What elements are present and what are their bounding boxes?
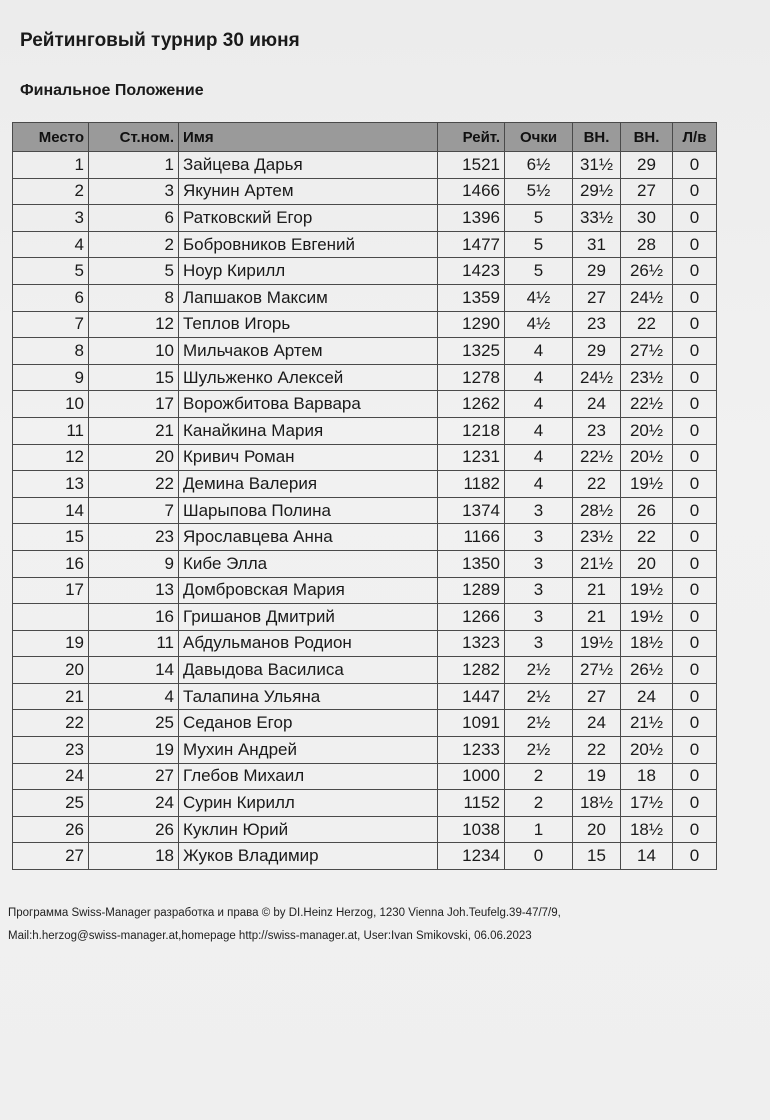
cell-tiebreak-2: 18½ bbox=[621, 816, 673, 843]
table-row bbox=[13, 178, 717, 205]
table-row bbox=[13, 550, 717, 577]
cell-player-name: Куклин Юрий bbox=[179, 816, 438, 843]
cell-start-number: 6 bbox=[89, 205, 179, 232]
cell-points: 2 bbox=[505, 763, 573, 790]
cell-points: 3 bbox=[505, 604, 573, 631]
cell-player-name: Талапина Ульяна bbox=[179, 683, 438, 710]
table-row bbox=[13, 364, 717, 391]
cell-tiebreak-1: 24 bbox=[573, 391, 621, 418]
cell-rating: 1521 bbox=[438, 152, 505, 179]
cell-place: 14 bbox=[13, 497, 89, 524]
cell-tiebreak-2: 19½ bbox=[621, 471, 673, 498]
cell-lv: 0 bbox=[673, 178, 717, 205]
cell-tiebreak-2: 20 bbox=[621, 550, 673, 577]
cell-start-number: 20 bbox=[89, 444, 179, 471]
document-title: Рейтинговый турнир 30 июня bbox=[20, 30, 300, 51]
table-row bbox=[13, 630, 717, 657]
cell-points: 6½ bbox=[505, 152, 573, 179]
cell-lv: 0 bbox=[673, 471, 717, 498]
header-points: Очки bbox=[505, 123, 573, 152]
cell-lv: 0 bbox=[673, 391, 717, 418]
cell-tiebreak-2: 24 bbox=[621, 683, 673, 710]
cell-tiebreak-1: 15 bbox=[573, 843, 621, 870]
cell-player-name: Теплов Игорь bbox=[179, 311, 438, 338]
cell-points: 1 bbox=[505, 816, 573, 843]
cell-tiebreak-2: 22 bbox=[621, 524, 673, 551]
cell-tiebreak-1: 22 bbox=[573, 471, 621, 498]
cell-start-number: 9 bbox=[89, 550, 179, 577]
cell-player-name: Сурин Кирилл bbox=[179, 790, 438, 817]
cell-place bbox=[13, 604, 89, 631]
table-row bbox=[13, 338, 717, 365]
cell-tiebreak-2: 17½ bbox=[621, 790, 673, 817]
cell-start-number: 5 bbox=[89, 258, 179, 285]
cell-rating: 1325 bbox=[438, 338, 505, 365]
cell-start-number: 12 bbox=[89, 311, 179, 338]
table-row bbox=[13, 657, 717, 684]
cell-player-name: Кривич Роман bbox=[179, 444, 438, 471]
table-row bbox=[13, 205, 717, 232]
cell-tiebreak-2: 18 bbox=[621, 763, 673, 790]
cell-lv: 0 bbox=[673, 710, 717, 737]
cell-points: 5½ bbox=[505, 178, 573, 205]
cell-player-name: Шульженко Алексей bbox=[179, 364, 438, 391]
cell-start-number: 11 bbox=[89, 630, 179, 657]
cell-points: 2½ bbox=[505, 683, 573, 710]
cell-tiebreak-2: 20½ bbox=[621, 444, 673, 471]
cell-tiebreak-2: 22 bbox=[621, 311, 673, 338]
table-row bbox=[13, 471, 717, 498]
table-row bbox=[13, 231, 717, 258]
cell-place: 24 bbox=[13, 763, 89, 790]
cell-lv: 0 bbox=[673, 205, 717, 232]
cell-lv: 0 bbox=[673, 604, 717, 631]
cell-rating: 1233 bbox=[438, 737, 505, 764]
header-lv: Л/в bbox=[673, 123, 717, 152]
cell-points: 3 bbox=[505, 550, 573, 577]
document-subtitle: Финальное Положение bbox=[20, 82, 204, 99]
cell-start-number: 27 bbox=[89, 763, 179, 790]
cell-points: 0 bbox=[505, 843, 573, 870]
table-row bbox=[13, 497, 717, 524]
header-place: Место bbox=[13, 123, 89, 152]
cell-place: 2 bbox=[13, 178, 89, 205]
cell-lv: 0 bbox=[673, 497, 717, 524]
cell-player-name: Седанов Егор bbox=[179, 710, 438, 737]
cell-rating: 1323 bbox=[438, 630, 505, 657]
cell-lv: 0 bbox=[673, 657, 717, 684]
cell-tiebreak-1: 22 bbox=[573, 737, 621, 764]
cell-lv: 0 bbox=[673, 444, 717, 471]
cell-lv: 0 bbox=[673, 737, 717, 764]
cell-start-number: 4 bbox=[89, 683, 179, 710]
cell-rating: 1278 bbox=[438, 364, 505, 391]
cell-points: 4 bbox=[505, 364, 573, 391]
cell-player-name: Гришанов Дмитрий bbox=[179, 604, 438, 631]
cell-points: 2½ bbox=[505, 710, 573, 737]
cell-points: 4½ bbox=[505, 284, 573, 311]
cell-start-number: 21 bbox=[89, 417, 179, 444]
header-start-number: Ст.ном. bbox=[89, 123, 179, 152]
table-row bbox=[13, 790, 717, 817]
cell-tiebreak-1: 29 bbox=[573, 338, 621, 365]
cell-tiebreak-1: 20 bbox=[573, 816, 621, 843]
cell-tiebreak-2: 26 bbox=[621, 497, 673, 524]
cell-lv: 0 bbox=[673, 417, 717, 444]
cell-tiebreak-2: 23½ bbox=[621, 364, 673, 391]
cell-rating: 1152 bbox=[438, 790, 505, 817]
cell-player-name: Абдульманов Родион bbox=[179, 630, 438, 657]
cell-place: 8 bbox=[13, 338, 89, 365]
cell-points: 5 bbox=[505, 258, 573, 285]
cell-start-number: 18 bbox=[89, 843, 179, 870]
cell-rating: 1266 bbox=[438, 604, 505, 631]
cell-rating: 1477 bbox=[438, 231, 505, 258]
cell-place: 15 bbox=[13, 524, 89, 551]
cell-player-name: Кибе Элла bbox=[179, 550, 438, 577]
cell-start-number: 24 bbox=[89, 790, 179, 817]
cell-player-name: Мильчаков Артем bbox=[179, 338, 438, 365]
cell-tiebreak-1: 31 bbox=[573, 231, 621, 258]
cell-tiebreak-2: 14 bbox=[621, 843, 673, 870]
cell-start-number: 23 bbox=[89, 524, 179, 551]
cell-place: 9 bbox=[13, 364, 89, 391]
cell-player-name: Ворожбитова Варвара bbox=[179, 391, 438, 418]
table-row bbox=[13, 577, 717, 604]
cell-player-name: Якунин Артем bbox=[179, 178, 438, 205]
cell-lv: 0 bbox=[673, 816, 717, 843]
cell-tiebreak-1: 33½ bbox=[573, 205, 621, 232]
table-row bbox=[13, 152, 717, 179]
cell-points: 4 bbox=[505, 417, 573, 444]
cell-rating: 1262 bbox=[438, 391, 505, 418]
cell-player-name: Мухин Андрей bbox=[179, 737, 438, 764]
cell-start-number: 7 bbox=[89, 497, 179, 524]
cell-tiebreak-1: 31½ bbox=[573, 152, 621, 179]
cell-start-number: 1 bbox=[89, 152, 179, 179]
cell-place: 6 bbox=[13, 284, 89, 311]
cell-start-number: 2 bbox=[89, 231, 179, 258]
cell-points: 4½ bbox=[505, 311, 573, 338]
cell-start-number: 14 bbox=[89, 657, 179, 684]
cell-place: 20 bbox=[13, 657, 89, 684]
header-tiebreak-2: ВН. bbox=[621, 123, 673, 152]
table-row bbox=[13, 710, 717, 737]
table-row bbox=[13, 524, 717, 551]
cell-tiebreak-2: 18½ bbox=[621, 630, 673, 657]
cell-lv: 0 bbox=[673, 284, 717, 311]
cell-points: 2 bbox=[505, 790, 573, 817]
cell-lv: 0 bbox=[673, 577, 717, 604]
cell-tiebreak-1: 29½ bbox=[573, 178, 621, 205]
cell-rating: 1374 bbox=[438, 497, 505, 524]
table-row bbox=[13, 604, 717, 631]
cell-tiebreak-1: 27 bbox=[573, 284, 621, 311]
cell-tiebreak-2: 26½ bbox=[621, 657, 673, 684]
cell-tiebreak-2: 24½ bbox=[621, 284, 673, 311]
cell-tiebreak-1: 27½ bbox=[573, 657, 621, 684]
cell-place: 16 bbox=[13, 550, 89, 577]
cell-place: 27 bbox=[13, 843, 89, 870]
cell-points: 5 bbox=[505, 205, 573, 232]
cell-rating: 1091 bbox=[438, 710, 505, 737]
cell-place: 21 bbox=[13, 683, 89, 710]
table-header-row bbox=[13, 123, 717, 152]
cell-player-name: Ратковский Егор bbox=[179, 205, 438, 232]
cell-points: 3 bbox=[505, 497, 573, 524]
cell-tiebreak-2: 19½ bbox=[621, 577, 673, 604]
cell-tiebreak-1: 21½ bbox=[573, 550, 621, 577]
cell-rating: 1396 bbox=[438, 205, 505, 232]
cell-player-name: Бобровников Евгений bbox=[179, 231, 438, 258]
standings-table bbox=[12, 122, 717, 870]
cell-tiebreak-1: 29 bbox=[573, 258, 621, 285]
cell-rating: 1231 bbox=[438, 444, 505, 471]
cell-lv: 0 bbox=[673, 683, 717, 710]
header-name: Имя bbox=[179, 123, 438, 152]
cell-tiebreak-1: 27 bbox=[573, 683, 621, 710]
cell-tiebreak-2: 27 bbox=[621, 178, 673, 205]
cell-tiebreak-2: 21½ bbox=[621, 710, 673, 737]
cell-start-number: 26 bbox=[89, 816, 179, 843]
cell-player-name: Шарыпова Полина bbox=[179, 497, 438, 524]
cell-rating: 1447 bbox=[438, 683, 505, 710]
cell-start-number: 8 bbox=[89, 284, 179, 311]
cell-rating: 1290 bbox=[438, 311, 505, 338]
cell-start-number: 16 bbox=[89, 604, 179, 631]
cell-tiebreak-2: 28 bbox=[621, 231, 673, 258]
cell-player-name: Давыдова Василиса bbox=[179, 657, 438, 684]
table-row bbox=[13, 417, 717, 444]
cell-rating: 1218 bbox=[438, 417, 505, 444]
footer bbox=[8, 902, 561, 948]
cell-place: 7 bbox=[13, 311, 89, 338]
cell-points: 3 bbox=[505, 630, 573, 657]
cell-start-number: 15 bbox=[89, 364, 179, 391]
cell-tiebreak-1: 23 bbox=[573, 311, 621, 338]
cell-lv: 0 bbox=[673, 311, 717, 338]
cell-lv: 0 bbox=[673, 338, 717, 365]
cell-place: 26 bbox=[13, 816, 89, 843]
cell-place: 10 bbox=[13, 391, 89, 418]
cell-tiebreak-2: 20½ bbox=[621, 417, 673, 444]
cell-tiebreak-1: 19½ bbox=[573, 630, 621, 657]
header-tiebreak-1: ВН. bbox=[573, 123, 621, 152]
cell-tiebreak-1: 22½ bbox=[573, 444, 621, 471]
cell-tiebreak-2: 30 bbox=[621, 205, 673, 232]
cell-points: 4 bbox=[505, 471, 573, 498]
table-row bbox=[13, 444, 717, 471]
cell-player-name: Жуков Владимир bbox=[179, 843, 438, 870]
cell-start-number: 22 bbox=[89, 471, 179, 498]
cell-tiebreak-1: 18½ bbox=[573, 790, 621, 817]
cell-rating: 1234 bbox=[438, 843, 505, 870]
cell-lv: 0 bbox=[673, 231, 717, 258]
cell-rating: 1350 bbox=[438, 550, 505, 577]
footer-line-2: Mail:h.herzog@swiss-manager.at,homepage http://swiss-manager.at, User:Ivan Smikovski, 06.06.2023 bbox=[8, 930, 532, 942]
table-row bbox=[13, 816, 717, 843]
cell-tiebreak-2: 27½ bbox=[621, 338, 673, 365]
table-row bbox=[13, 311, 717, 338]
cell-player-name: Лапшаков Максим bbox=[179, 284, 438, 311]
table-row bbox=[13, 763, 717, 790]
cell-player-name: Глебов Михаил bbox=[179, 763, 438, 790]
cell-rating: 1282 bbox=[438, 657, 505, 684]
cell-start-number: 25 bbox=[89, 710, 179, 737]
cell-lv: 0 bbox=[673, 763, 717, 790]
cell-lv: 0 bbox=[673, 790, 717, 817]
cell-lv: 0 bbox=[673, 524, 717, 551]
table-row bbox=[13, 284, 717, 311]
cell-place: 12 bbox=[13, 444, 89, 471]
cell-tiebreak-1: 21 bbox=[573, 577, 621, 604]
table-row bbox=[13, 391, 717, 418]
cell-lv: 0 bbox=[673, 843, 717, 870]
cell-place: 25 bbox=[13, 790, 89, 817]
cell-place: 22 bbox=[13, 710, 89, 737]
table-row bbox=[13, 683, 717, 710]
cell-player-name: Канайкина Мария bbox=[179, 417, 438, 444]
cell-player-name: Домбровская Мария bbox=[179, 577, 438, 604]
cell-place: 17 bbox=[13, 577, 89, 604]
cell-rating: 1038 bbox=[438, 816, 505, 843]
cell-tiebreak-2: 19½ bbox=[621, 604, 673, 631]
cell-place: 5 bbox=[13, 258, 89, 285]
cell-rating: 1000 bbox=[438, 763, 505, 790]
cell-player-name: Ноур Кирилл bbox=[179, 258, 438, 285]
cell-place: 23 bbox=[13, 737, 89, 764]
cell-tiebreak-2: 29 bbox=[621, 152, 673, 179]
cell-place: 1 bbox=[13, 152, 89, 179]
cell-lv: 0 bbox=[673, 550, 717, 577]
cell-place: 19 bbox=[13, 630, 89, 657]
cell-start-number: 19 bbox=[89, 737, 179, 764]
cell-lv: 0 bbox=[673, 364, 717, 391]
cell-player-name: Зайцева Дарья bbox=[179, 152, 438, 179]
cell-tiebreak-1: 24½ bbox=[573, 364, 621, 391]
cell-tiebreak-2: 20½ bbox=[621, 737, 673, 764]
cell-tiebreak-1: 21 bbox=[573, 604, 621, 631]
cell-lv: 0 bbox=[673, 258, 717, 285]
cell-tiebreak-2: 22½ bbox=[621, 391, 673, 418]
cell-tiebreak-1: 24 bbox=[573, 710, 621, 737]
table-row bbox=[13, 737, 717, 764]
cell-points: 5 bbox=[505, 231, 573, 258]
cell-place: 13 bbox=[13, 471, 89, 498]
cell-rating: 1423 bbox=[438, 258, 505, 285]
cell-points: 2½ bbox=[505, 737, 573, 764]
cell-points: 2½ bbox=[505, 657, 573, 684]
cell-tiebreak-1: 23½ bbox=[573, 524, 621, 551]
cell-points: 3 bbox=[505, 577, 573, 604]
table-row bbox=[13, 843, 717, 870]
cell-place: 3 bbox=[13, 205, 89, 232]
cell-start-number: 10 bbox=[89, 338, 179, 365]
cell-rating: 1182 bbox=[438, 471, 505, 498]
cell-player-name: Ярославцева Анна bbox=[179, 524, 438, 551]
cell-lv: 0 bbox=[673, 630, 717, 657]
cell-rating: 1466 bbox=[438, 178, 505, 205]
table-row bbox=[13, 258, 717, 285]
cell-points: 3 bbox=[505, 524, 573, 551]
cell-start-number: 13 bbox=[89, 577, 179, 604]
cell-player-name: Демина Валерия bbox=[179, 471, 438, 498]
cell-tiebreak-1: 28½ bbox=[573, 497, 621, 524]
cell-tiebreak-1: 19 bbox=[573, 763, 621, 790]
cell-place: 4 bbox=[13, 231, 89, 258]
cell-start-number: 3 bbox=[89, 178, 179, 205]
cell-points: 4 bbox=[505, 338, 573, 365]
cell-rating: 1166 bbox=[438, 524, 505, 551]
cell-place: 11 bbox=[13, 417, 89, 444]
footer-line-1: Программа Swiss-Manager разработка и права © by DI.Heinz Herzog, 1230 Vienna Joh.Teufelg.39-47/7/9, bbox=[8, 907, 561, 919]
cell-tiebreak-1: 23 bbox=[573, 417, 621, 444]
cell-rating: 1359 bbox=[438, 284, 505, 311]
cell-lv: 0 bbox=[673, 152, 717, 179]
cell-rating: 1289 bbox=[438, 577, 505, 604]
cell-points: 4 bbox=[505, 391, 573, 418]
cell-points: 4 bbox=[505, 444, 573, 471]
cell-start-number: 17 bbox=[89, 391, 179, 418]
cell-tiebreak-2: 26½ bbox=[621, 258, 673, 285]
header-rating: Рейт. bbox=[438, 123, 505, 152]
